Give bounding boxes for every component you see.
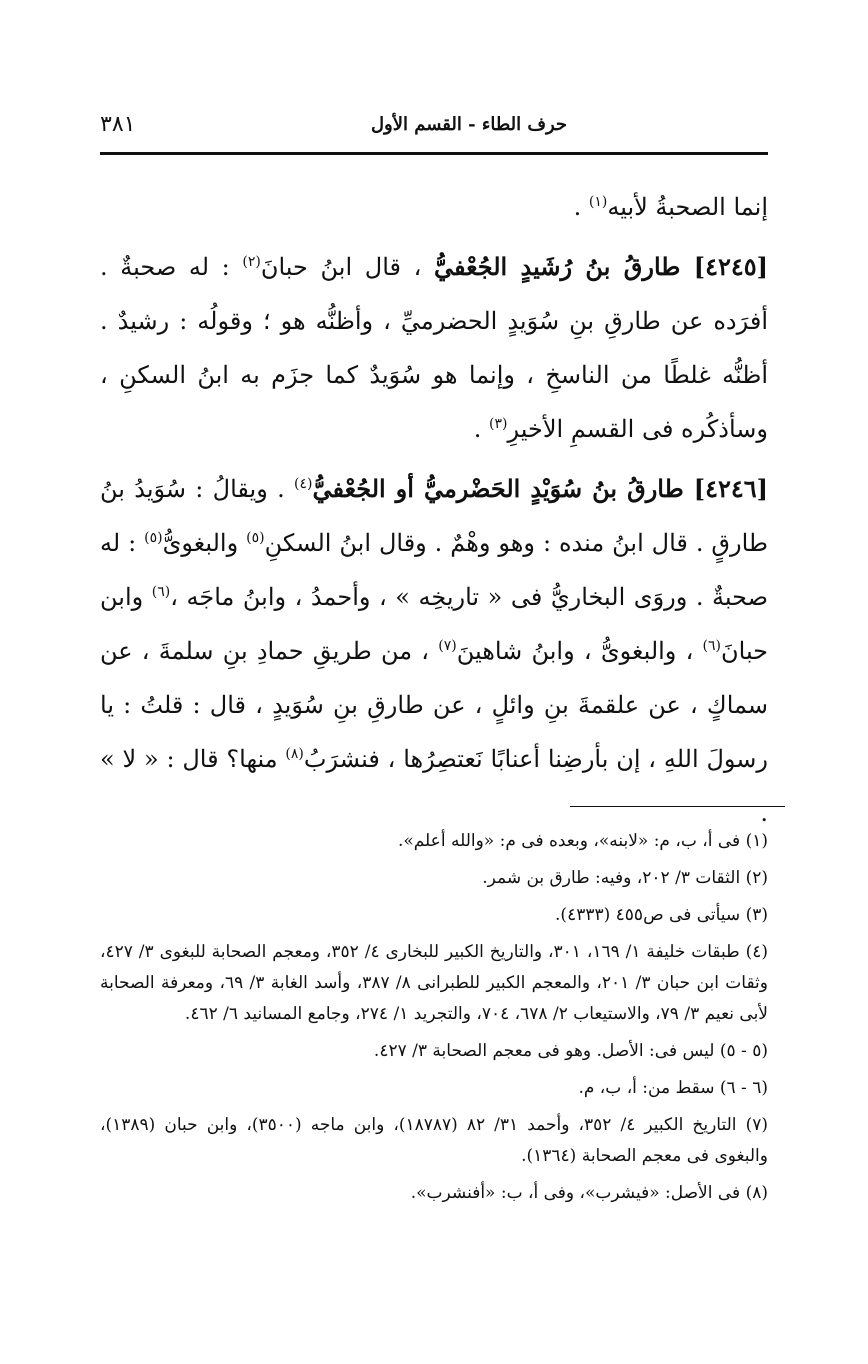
footnote-ref: (٦) bbox=[151, 584, 171, 600]
footnote: (٨) فى الأصل: «فيشرب»، وفى أ، ب: «أفنشرب». bbox=[410, 1183, 768, 1203]
footnote: (٧) التاريخ الكبير ٤/ ٣٥٢، وأحمد ٣١/ ٨٢ (١٨٧٨٧)، وابن ماجه (٣٥٠٠)، وابن حبان (١٣٨٩)، والبغوى فى معجم الصحابة (١٣٦٤). bbox=[100, 1115, 768, 1166]
header-rule bbox=[100, 152, 768, 155]
footnote-ref: (١) bbox=[588, 194, 608, 210]
entry-text: : له صحبةٌ . وروَى البخاريُّ فى « تاريخِه » ، وأحمدُ ، وابنُ ماجَه ، bbox=[100, 529, 769, 611]
footnote-ref: (٣) bbox=[489, 416, 508, 432]
entry-text: ، والبغوىُّ ، وابنُ شاهينَ bbox=[456, 637, 703, 665]
paragraph-text: . bbox=[573, 193, 589, 221]
footnote-ref: (٥) bbox=[246, 530, 265, 546]
paragraph-continuation bbox=[100, 180, 768, 234]
footnote-separator bbox=[570, 806, 785, 807]
entry-text: والبغوىُّ bbox=[162, 529, 247, 557]
paragraph-text: إنما الصحبةُ لأبيه bbox=[607, 193, 768, 221]
footnote: (١) فى أ، ب، م: «لابنه»، وبعده فى م: «والله أعلم». bbox=[397, 831, 768, 851]
footnote-ref: (٤) bbox=[294, 476, 313, 492]
page-number: ٣٨١ bbox=[100, 112, 136, 137]
entry-text: . ويقالُ : سُوَيدُ بنُ طارقٍ . قال ابنُ منده : وهو وهْمٌ . وقال ابنُ السكنِ bbox=[100, 475, 769, 557]
footnote: (٣) سيأتى فى ص٤٥٥ (٤٣٣٣). bbox=[555, 905, 768, 925]
footnote: (٥ - ٥) ليس فى: الأصل. وهو فى معجم الصحابة ٣/ ٤٢٧. bbox=[373, 1041, 768, 1061]
entry-4246 bbox=[100, 462, 768, 840]
entry-text: وابن حبانَ bbox=[100, 583, 769, 665]
entry-text: . bbox=[473, 415, 490, 443]
entry-heading: [٤٢٤٥] طارقُ بنُ رُشَيدٍ الجُعْفيُّ bbox=[433, 252, 768, 281]
footnote: (٢) الثقات ٣/ ٢٠٢، وفيه: طارق بن شمر. bbox=[482, 868, 768, 888]
entry-text: ، قال ابنُ حبانَ bbox=[260, 253, 434, 281]
footnote-ref: (٦) bbox=[702, 638, 721, 654]
running-title: حرف الطاء - القسم الأول bbox=[370, 114, 568, 135]
footnote-ref: (٥) bbox=[144, 530, 163, 546]
footnotes bbox=[100, 826, 768, 1215]
entry-text: : له صحبةٌ . أفرَده عن طارقِ بنِ سُوَيدٍ الحضرميِّ ، وأظنُّه هو ؛ وقولُه : رشيدٌ . أظنُّه غلطًا من الناسخِ ، وإنما هو سُوَيدٌ كما جزَم به ابنُ السكنِ ، وسأذكُره فى القسمِ الأخيرِ bbox=[100, 253, 768, 443]
footnote-ref: (٨) bbox=[285, 746, 304, 762]
entry-4245 bbox=[100, 240, 768, 456]
entry-text: منها؟ قال : « لا » . bbox=[100, 745, 768, 827]
entry-text: ، من طريقِ حمادِ بنِ سلمةَ ، عن سماكٍ ، عن علقمةَ بنِ وائلٍ ، عن طارقِ بنِ سُوَيدٍ ، قال : قلتُ : يا رسولَ اللهِ ، إن بأرضِنا أعنابًا نَعتصِرُها ، فنشرَبُ bbox=[100, 637, 768, 773]
page-header bbox=[100, 112, 768, 148]
main-text bbox=[100, 180, 768, 840]
footnote-ref: (٢) bbox=[242, 254, 261, 270]
footnote: (٤) طبقات خليفة ١/ ١٦٩، ٣٠١، والتاريخ الكبير للبخارى ٤/ ٣٥٢، ومعجم الصحابة للبغوى ٣/ ٤٢٧، وثقات ابن حبان ٣/ ٢٠١، والمعجم الكبير للطبرانى ٨/ ٣٨٧، وأسد الغابة ٣/ ٦٩، ومعرفة الصحابة لأبى نعيم ٣/ ٧٩، والاستيعاب ٢/ ٦٧٨، ٧٠٤، والتجريد ١/ ٢٧٤، وجامع المسانيد ٦/ ٤٦٢. bbox=[100, 942, 768, 1024]
entry-heading: [٤٢٤٦] طارقُ بنُ سُوَيْدٍ الحَضْرميُّ أو الجُعْفيُّ bbox=[312, 474, 768, 503]
footnote-ref: (٧) bbox=[438, 638, 457, 654]
footnote: (٦ - ٦) سقط من: أ، ب، م. bbox=[578, 1078, 768, 1098]
